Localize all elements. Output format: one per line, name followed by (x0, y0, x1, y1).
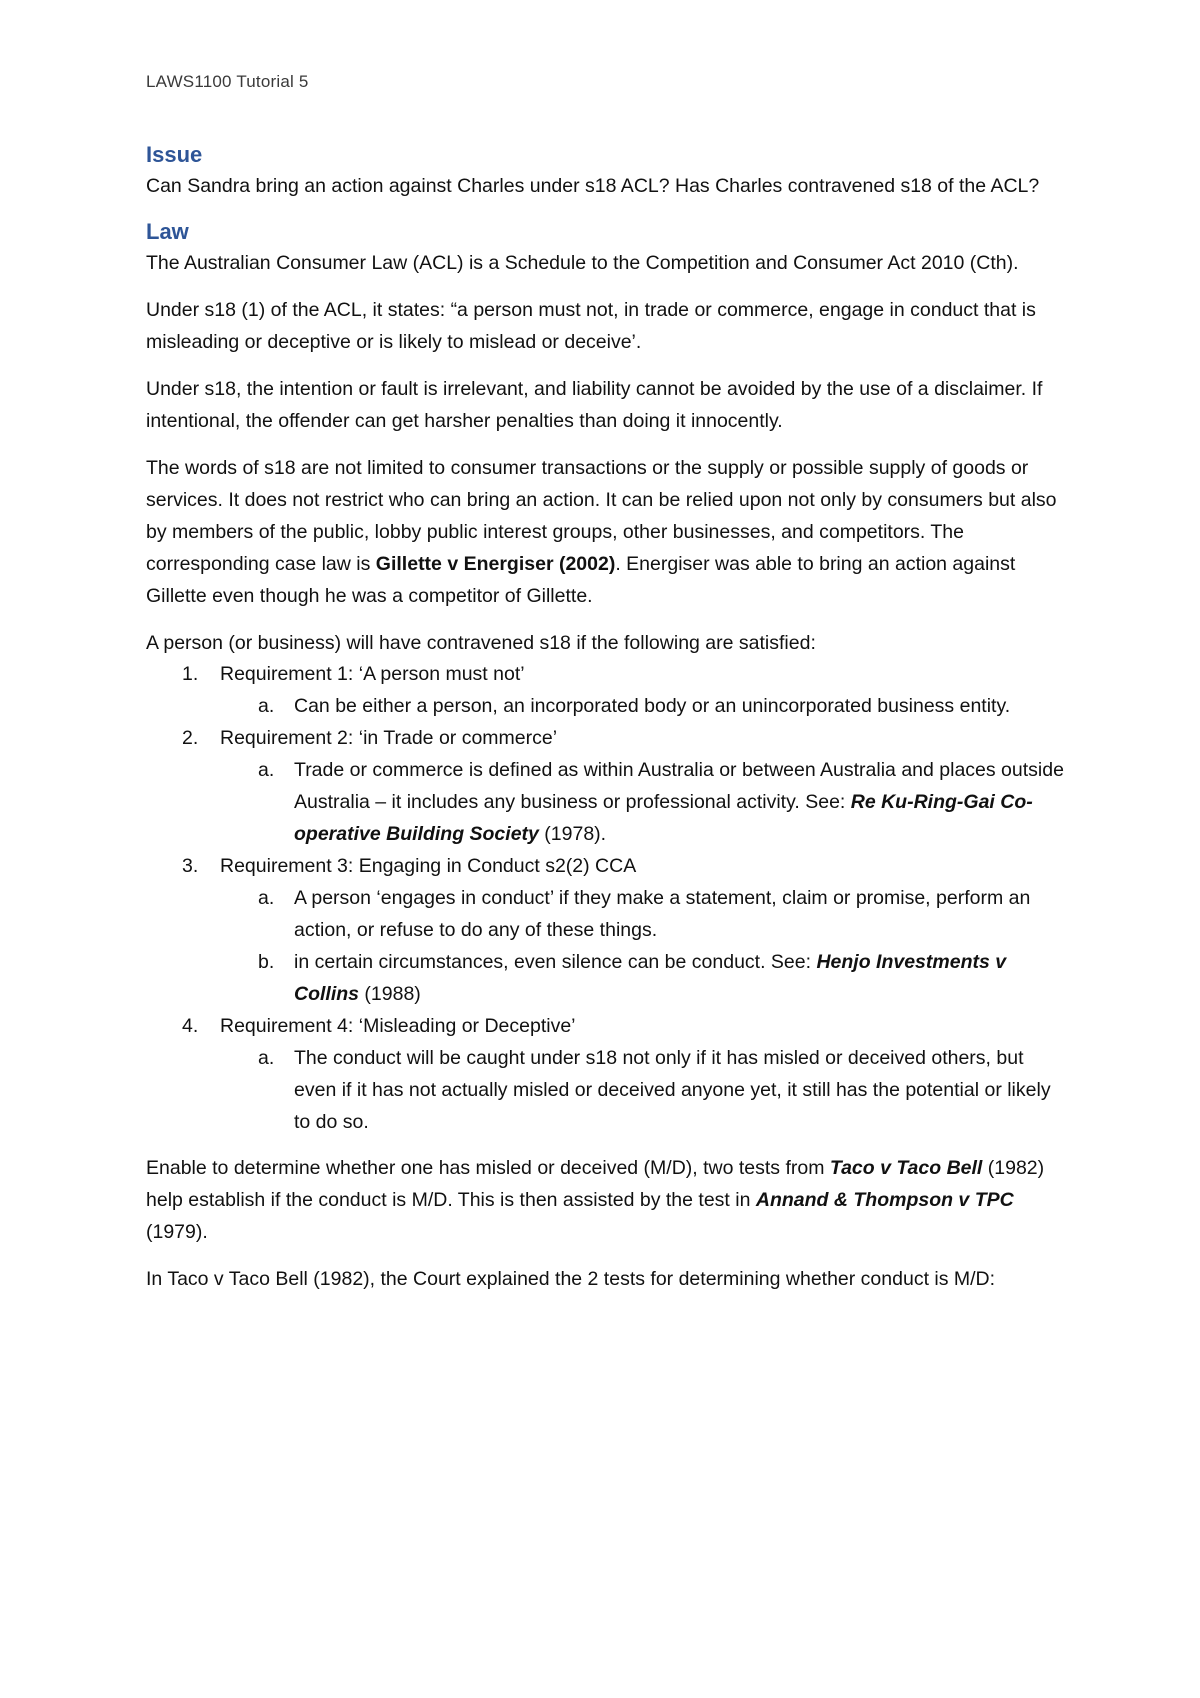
sub-list (220, 690, 1066, 722)
sub-list (220, 882, 1066, 1010)
requirement-item (146, 722, 1066, 850)
issue-heading: Issue (146, 142, 203, 167)
sub-text: in certain circumstances, even silence can be conduct. See: (294, 951, 817, 973)
sub-item (220, 946, 1066, 1010)
tests-text-c: (1979). (146, 1221, 208, 1243)
requirement-title: Requirement 1: ‘A person must not’ (220, 663, 525, 685)
requirement-number: 1. (182, 663, 199, 685)
case-taco-bell: Taco v Taco Bell (829, 1157, 983, 1179)
requirement-item (146, 1010, 1066, 1138)
tests-text-b: (1982) help establish if the conduct is M/D. This is then assisted by the test in (146, 1157, 1045, 1211)
law-paragraph-s18-quote: Under s18 (1) of the ACL, it states: “a person must not, in trade or commerce, engage in conduct that is misleading or deceptive or is likely to mislead or deceive’. (146, 299, 1036, 353)
requirement-title: Requirement 2: ‘in Trade or commerce’ (220, 727, 558, 749)
sub-item (220, 690, 1066, 722)
requirement-item (146, 658, 1066, 722)
scope-text-b: . Energiser was able to bring an action against Gillette even though he was a competitor of Gillette. (146, 553, 1016, 607)
law-heading: Law (146, 219, 189, 244)
requirement-number: 4. (182, 1015, 199, 1037)
tests-paragraph-intro (146, 1152, 1066, 1248)
requirement-number: 3. (182, 855, 199, 877)
sub-letter: b. (258, 951, 275, 973)
law-paragraph-scope (146, 452, 1066, 612)
sub-item (220, 882, 1066, 946)
tests-text-a: Enable to determine whether one has misled or deceived (M/D), two tests from (146, 1157, 830, 1179)
requirements-list (146, 658, 1066, 1138)
scope-text-a: The words of s18 are not limited to consumer transactions or the supply or possible supply of goods or services. It does not restrict who can bring an action. It can be relied upon not only by consumers but also by members of the public, lobby public interest groups, other businesses, and competitors. The corresponding case law is (146, 457, 1057, 575)
page-header: LAWS1100 Tutorial 5 (146, 72, 309, 91)
sub-text-after: (1978). (538, 823, 607, 845)
law-paragraph-acl-schedule: The Australian Consumer Law (ACL) is a Schedule to the Competition and Consumer Act 2010 (Cth). (146, 252, 1019, 274)
sub-list (220, 1042, 1066, 1138)
sub-text: A person ‘engages in conduct’ if they make a statement, claim or promise, perform an action, or refuse to do any of these things. (294, 887, 1031, 941)
requirement-title: Requirement 3: Engaging in Conduct s2(2) CCA (220, 855, 637, 877)
case-gillette-energiser: Gillette v Energiser (2002) (375, 553, 616, 575)
sub-item (220, 754, 1066, 850)
requirement-number: 2. (182, 727, 199, 749)
sub-letter: a. (258, 887, 275, 909)
law-paragraph-intention: Under s18, the intention or fault is irrelevant, and liability cannot be avoided by the use of a disclaimer. If intentional, the offender can get harsher penalties than doing it innocently. (146, 378, 1043, 432)
sub-letter: a. (258, 1047, 275, 1069)
sub-text-after: (1988) (359, 983, 421, 1005)
sub-letter: a. (258, 759, 275, 781)
requirement-item (146, 850, 1066, 1010)
tests-paragraph-two-tests: In Taco v Taco Bell (1982), the Court explained the 2 tests for determining whether conduct is M/D: (146, 1268, 996, 1290)
requirement-title: Requirement 4: ‘Misleading or Deceptive’ (220, 1015, 576, 1037)
issue-text: Can Sandra bring an action against Charles under s18 ACL? Has Charles contravened s18 of the ACL? (146, 175, 1040, 197)
sub-text: Trade or commerce is defined as within Australia or between Australia and places outside Australia – it includes any business or professional activity. See: (294, 759, 1064, 813)
case-ku-ring-gai: Re Ku-Ring-Gai Co-operative Building Society (294, 791, 1033, 845)
case-annand-thompson: Annand & Thompson v TPC (755, 1189, 1014, 1211)
sub-letter: a. (258, 695, 275, 717)
case-henjo-investments: Henjo Investments v Collins (294, 951, 1007, 1005)
sub-text: The conduct will be caught under s18 not only if it has misled or deceived others, but even if it has not actually misled or deceived anyone yet, it still has the potential or likely to do so. (294, 1047, 1051, 1133)
law-paragraph-requirements-intro: A person (or business) will have contravened s18 if the following are satisfied: (146, 632, 816, 654)
sub-text: Can be either a person, an incorporated body or an unincorporated business entity. (294, 695, 1011, 717)
document-page (146, 72, 1066, 1310)
sub-list (220, 754, 1066, 850)
sub-item (220, 1042, 1066, 1138)
